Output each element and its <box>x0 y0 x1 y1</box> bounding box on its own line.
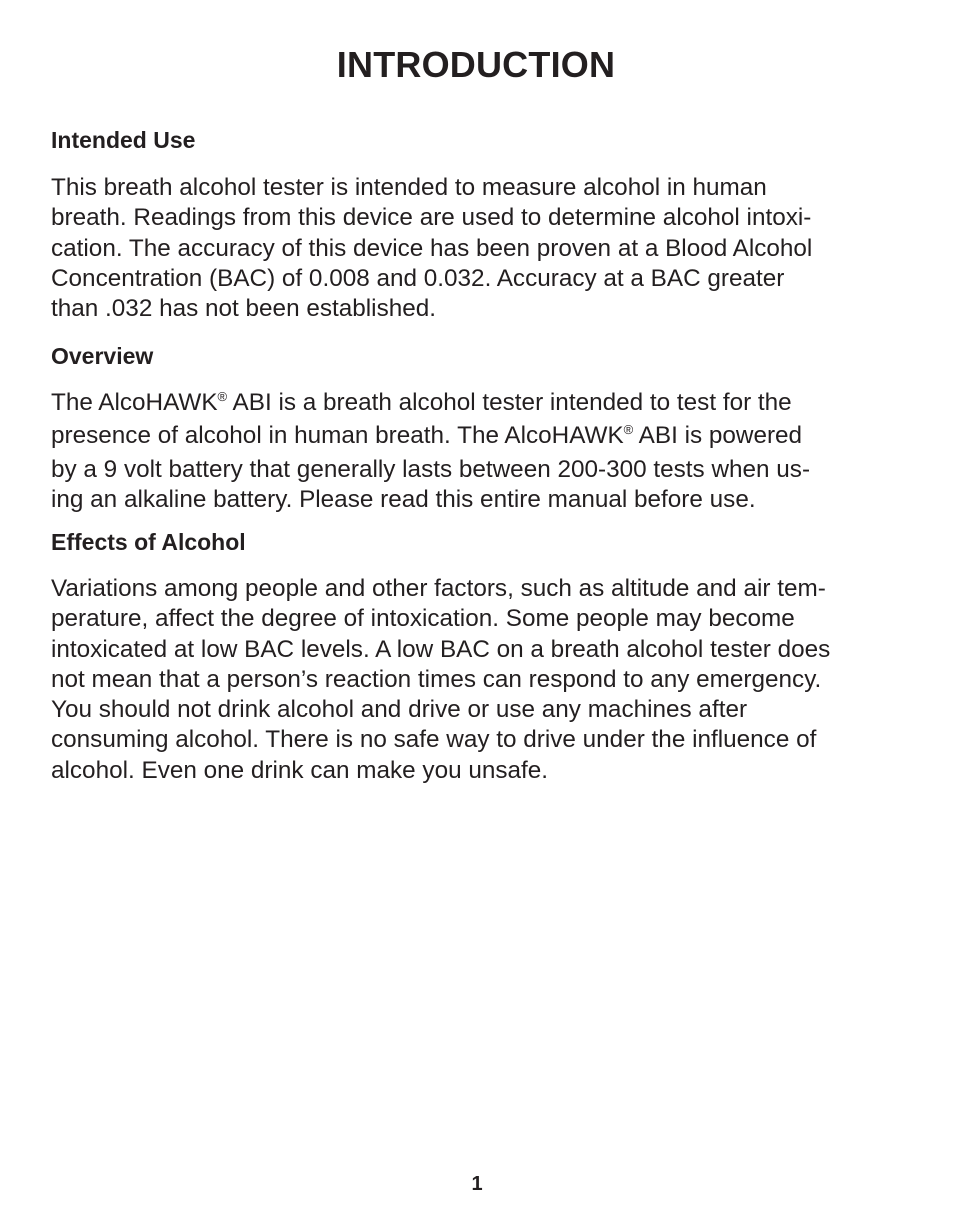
line-text: ABI is a breath alcohol tester intended to test for the <box>227 389 792 416</box>
registered-trademark-mark: ® <box>623 422 634 438</box>
paragraph-line: This breath alcohol tester is intended to measure alcohol in human <box>51 174 767 201</box>
paragraph-line: perature, affect the degree of intoxication. Some people may become <box>51 605 795 633</box>
paragraph-line: ing an alkaline battery. Please read this entire manual before use. <box>51 485 756 513</box>
product-name: The AlcoHAWK <box>51 389 218 416</box>
overview-heading: Overview <box>51 343 154 369</box>
paragraph-line: alcohol. Even one drink can make you unsafe. <box>51 756 549 784</box>
intended-use-paragraph <box>51 173 812 324</box>
page-number: 1 <box>471 1173 483 1195</box>
effects-of-alcohol-paragraph <box>51 574 830 786</box>
page-title: INTRODUCTION <box>336 44 616 85</box>
paragraph-line <box>51 421 810 454</box>
paragraph-line: You should not drink alcohol and drive or use any machines after <box>51 696 748 724</box>
line-text: ABI is powered <box>633 422 803 450</box>
paragraph-line: consuming alcohol. There is no safe way to drive under the influence of <box>51 726 817 754</box>
paragraph-line: not mean that a person’s reaction times can respond to any emergency. <box>51 665 822 693</box>
line-text: presence of alcohol in human breath. The AlcoHAWK <box>51 422 624 450</box>
paragraph-line <box>51 388 810 421</box>
paragraph-line: breath. Readings from this device are used to determine alcohol intoxi- <box>51 204 812 232</box>
registered-trademark-mark: ® <box>217 389 228 404</box>
paragraph-line: cation. The accuracy of this device has been proven at a Blood Alcohol <box>51 234 813 262</box>
overview-paragraph <box>51 388 810 515</box>
paragraph-line: intoxicated at low BAC levels. A low BAC on a breath alcohol tester does <box>51 635 831 663</box>
paragraph-line: by a 9 volt battery that generally lasts between 200-300 tests when us- <box>51 455 811 483</box>
paragraph-line: Variations among people and other factors, such as altitude and air tem- <box>51 575 826 602</box>
paragraph-line: than .032 has not been established. <box>51 295 437 323</box>
paragraph-line: Concentration (BAC) of 0.008 and 0.032. Accuracy at a BAC greater <box>51 264 785 292</box>
intended-use-heading: Intended Use <box>51 127 196 153</box>
effects-of-alcohol-heading: Effects of Alcohol <box>51 529 246 555</box>
